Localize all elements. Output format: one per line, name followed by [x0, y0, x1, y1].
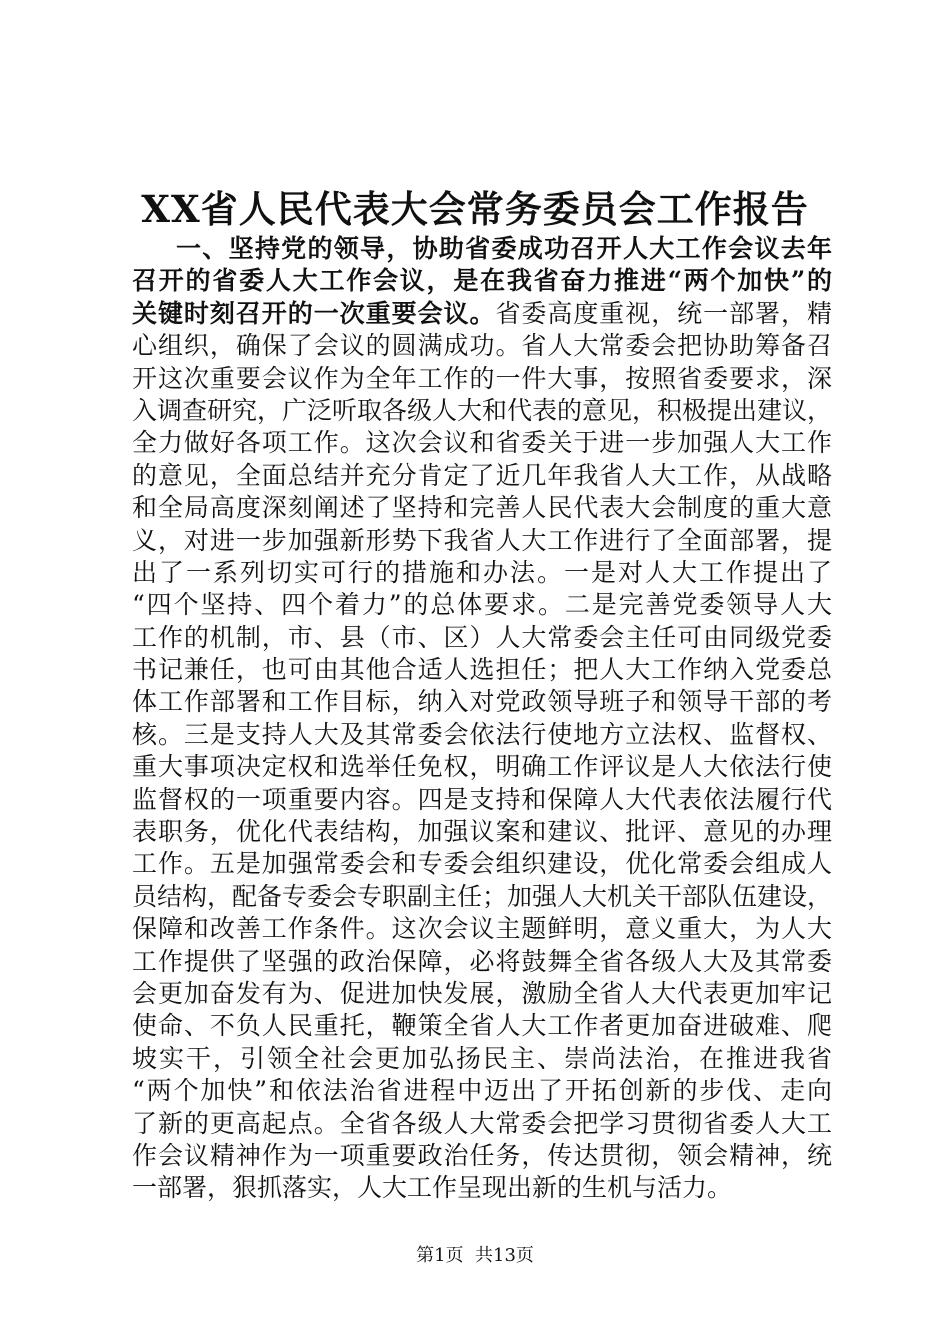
- body-line: 一部署，狠抓落实，人大工作呈现出新的生机与活力。: [132, 1173, 733, 1203]
- body-line: 心组织，确保了会议的圆满成功。省人大常委会把协助筹备召: [132, 331, 832, 361]
- body-line: “两个加快”和依法治省进程中迈出了开拓创新的步伐、走向: [132, 1076, 832, 1106]
- page-number-footer: 第1页 共13页: [416, 1245, 534, 1266]
- body-line-segment: 省委高度重视，统一部署，精: [495, 298, 832, 328]
- body-line: 和全局高度深刻阐述了坚持和完善人民代表大会制度的重大意: [132, 493, 832, 523]
- body-line: 开这次重要会议作为全年工作的一件大事，按照省委要求，深: [132, 363, 832, 393]
- body-line: 书记兼任，也可由其他合适人选担任；把人大工作纳入党委总: [132, 655, 832, 685]
- body-line: 监督权的一项重要内容。四是支持和保障人大代表依法履行代: [132, 784, 832, 814]
- document-title: XX省人民代表大会常务委员会工作报告: [141, 187, 809, 231]
- body-line: 一、坚持党的领导，协助省委成功召开人大工作会议去年: [176, 234, 832, 263]
- body-line: 工作的机制，市、县（市、区）人大常委会主任可由同级党委: [132, 622, 832, 652]
- body-line: 作会议精神作为一项重要政治任务，传达贯彻，领会精神，统: [132, 1140, 832, 1170]
- body-line: 全力做好各项工作。这次会议和省委关于进一步加强人大工作: [132, 428, 832, 458]
- body-line: 使命、不负人民重托，鞭策全省人大工作者更加奋进破难、爬: [132, 1011, 832, 1041]
- body-line: 重大事项决定权和选举任免权，明确工作评议是人大依法行使: [132, 752, 832, 782]
- body-line: 的意见，全面总结并充分肯定了近几年我省人大工作，从战略: [132, 460, 832, 490]
- body-line: 员结构，配备专委会专职副主任；加强人大机关干部队伍建设，: [132, 881, 833, 911]
- document-body: [132, 233, 832, 1205]
- body-line: 体工作部署和工作目标，纳入对党政领导班子和领导干部的考: [132, 687, 832, 717]
- body-line: 表职务，优化代表结构，加强议案和建议、批评、意见的办理: [132, 817, 832, 847]
- body-line: 入调查研究，广泛听取各级人大和代表的意见，积极提出建议，: [132, 395, 833, 425]
- body-line: [132, 298, 832, 330]
- body-line: “四个坚持、四个着力”的总体要求。二是完善党委领导人大: [132, 590, 832, 620]
- body-line: 核。三是支持人大及其常委会依法行使地方立法权、监督权、: [132, 719, 832, 749]
- body-line: 义，对进一步加强新形势下我省人大工作进行了全面部署，提: [132, 525, 832, 555]
- body-line: 出了一系列切实可行的措施和办法。一是对人大工作提出了: [132, 557, 832, 587]
- body-line: 召开的省委人大工作会议，是在我省奋力推进“两个加快”的: [132, 266, 832, 296]
- body-line: 坡实干，引领全社会更加弘扬民主、崇尚法治，在推进我省: [132, 1043, 832, 1073]
- body-line: 了新的更高起点。全省各级人大常委会把学习贯彻省委人大工: [132, 1108, 832, 1138]
- body-line: 会更加奋发有为、促进加快发展，激励全省人大代表更加牢记: [132, 978, 832, 1008]
- body-line: 工作。五是加强常委会和专委会组织建设，优化常委会组成人: [132, 849, 832, 879]
- body-line: 保障和改善工作条件。这次会议主题鲜明，意义重大，为人大: [132, 914, 832, 944]
- body-line: 工作提供了坚强的政治保障，必将鼓舞全省各级人大及其常委: [132, 946, 832, 976]
- body-line-segment: 关键时刻召开的一次重要会议。: [132, 298, 496, 328]
